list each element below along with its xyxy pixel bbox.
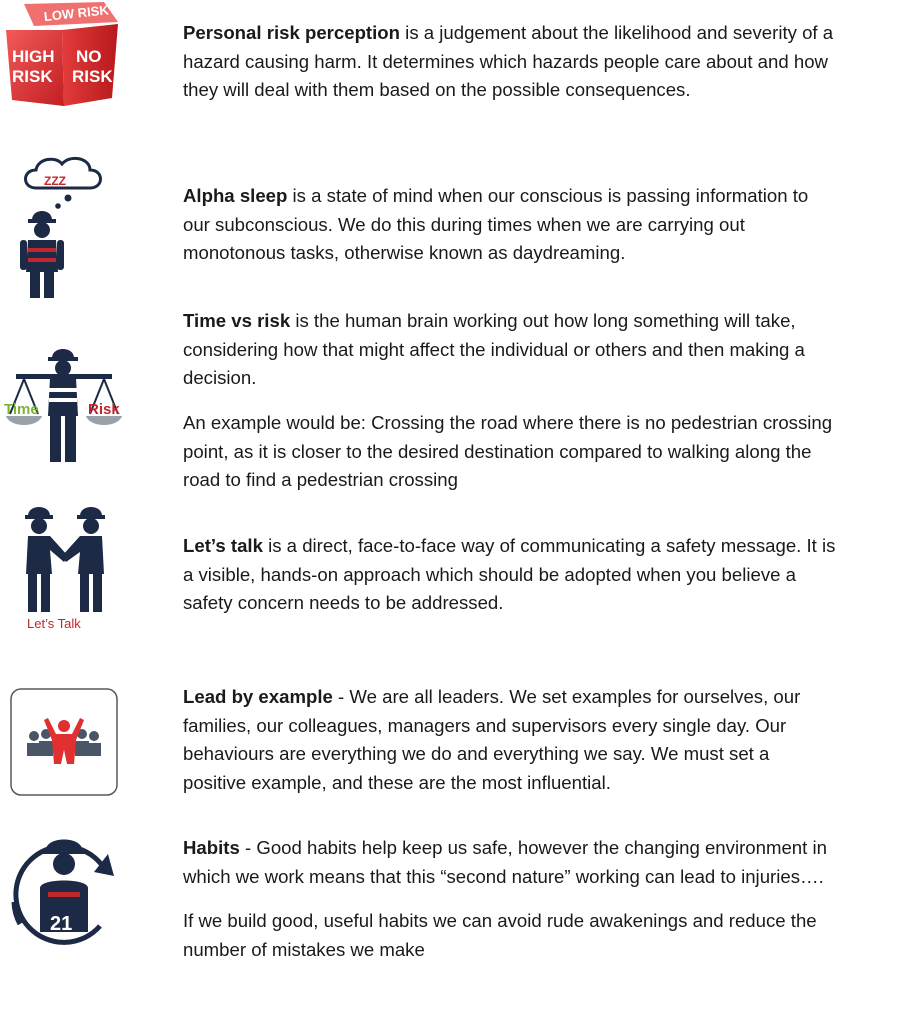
section-lead-by-example bbox=[183, 683, 903, 797]
line: Time vs risk is the human brain working out how long something will take, bbox=[183, 310, 796, 331]
line: a visible, hands-on approach which should be adopted when you believe a bbox=[183, 563, 796, 585]
habits-cycle-worker-icon bbox=[4, 832, 124, 952]
time-vs-risk-scales-icon bbox=[2, 340, 126, 464]
lets-talk-workers-icon bbox=[20, 504, 112, 614]
section-personal-risk bbox=[183, 19, 903, 105]
dice-left-line2: RISK bbox=[12, 67, 53, 86]
line: decision. bbox=[183, 367, 257, 389]
scale-time-label: Time bbox=[4, 401, 39, 418]
dice-right-line1: NO bbox=[76, 47, 102, 66]
alpha-sleep-worker-icon bbox=[16, 152, 108, 300]
line: positive example, and these are the most influential. bbox=[183, 771, 611, 793]
line: which we work means that this “second nature” working can lead to injuries…. bbox=[183, 865, 824, 887]
lead-by-example-group-icon bbox=[10, 688, 118, 796]
line: Habits - Good habits help keep us safe, however the changing environment in bbox=[183, 837, 827, 858]
line: An example would be: Crossing the road where there is no pedestrian crossing bbox=[183, 412, 833, 433]
line: Lead by example - We are all leaders. We set examples for ourselves, our bbox=[183, 686, 801, 707]
section-habits-followup bbox=[183, 907, 903, 964]
line: our subconscious. We do this during times when we are carrying out bbox=[183, 213, 745, 235]
section-lets-talk bbox=[183, 532, 903, 618]
line: monotonous tasks, otherwise known as daydreaming. bbox=[183, 242, 626, 264]
line: behaviours are everything we do and everything we say. We must set a bbox=[183, 743, 770, 765]
section-time-vs-risk-example bbox=[183, 409, 903, 495]
line: Personal risk perception is a judgement about the likelihood and severity of a bbox=[183, 22, 834, 43]
line: Alpha sleep is a state of mind when our conscious is passing information to bbox=[183, 185, 809, 206]
line: road to find a pedestrian crossing bbox=[183, 469, 458, 491]
line: they will deal with them based on the possible consequences. bbox=[183, 79, 691, 101]
dice-right-line2: RISK bbox=[72, 67, 113, 86]
dice-top-text: LOW RISK bbox=[43, 2, 110, 25]
habits-number: 21 bbox=[50, 913, 73, 935]
line: Let’s talk is a direct, face-to-face way of communicating a safety message. It is bbox=[183, 535, 836, 556]
section-habits bbox=[183, 834, 903, 891]
line: hazard causing harm. It determines which hazards people care about and how bbox=[183, 50, 828, 72]
section-time-vs-risk bbox=[183, 307, 903, 393]
line: safety concern needs to be addressed. bbox=[183, 592, 504, 614]
line: families, our colleagues, managers and supervisors every single day. Our bbox=[183, 714, 787, 736]
scale-risk-label: Risk bbox=[88, 401, 120, 418]
bubble-zzz: ZZZ bbox=[44, 174, 66, 188]
line: considering how that might affect the individual or others and then making a bbox=[183, 338, 805, 360]
risk-dice-icon bbox=[4, 0, 122, 110]
section-alpha-sleep bbox=[183, 182, 903, 268]
line: number of mistakes we make bbox=[183, 938, 425, 960]
line: If we build good, useful habits we can avoid rude awakenings and reduce the bbox=[183, 910, 817, 931]
dice-left-line1: HIGH bbox=[12, 47, 55, 66]
line: point, as it is closer to the desired destination compared to walking along the bbox=[183, 440, 812, 462]
lets-talk-caption: Let’s Talk bbox=[27, 616, 81, 631]
